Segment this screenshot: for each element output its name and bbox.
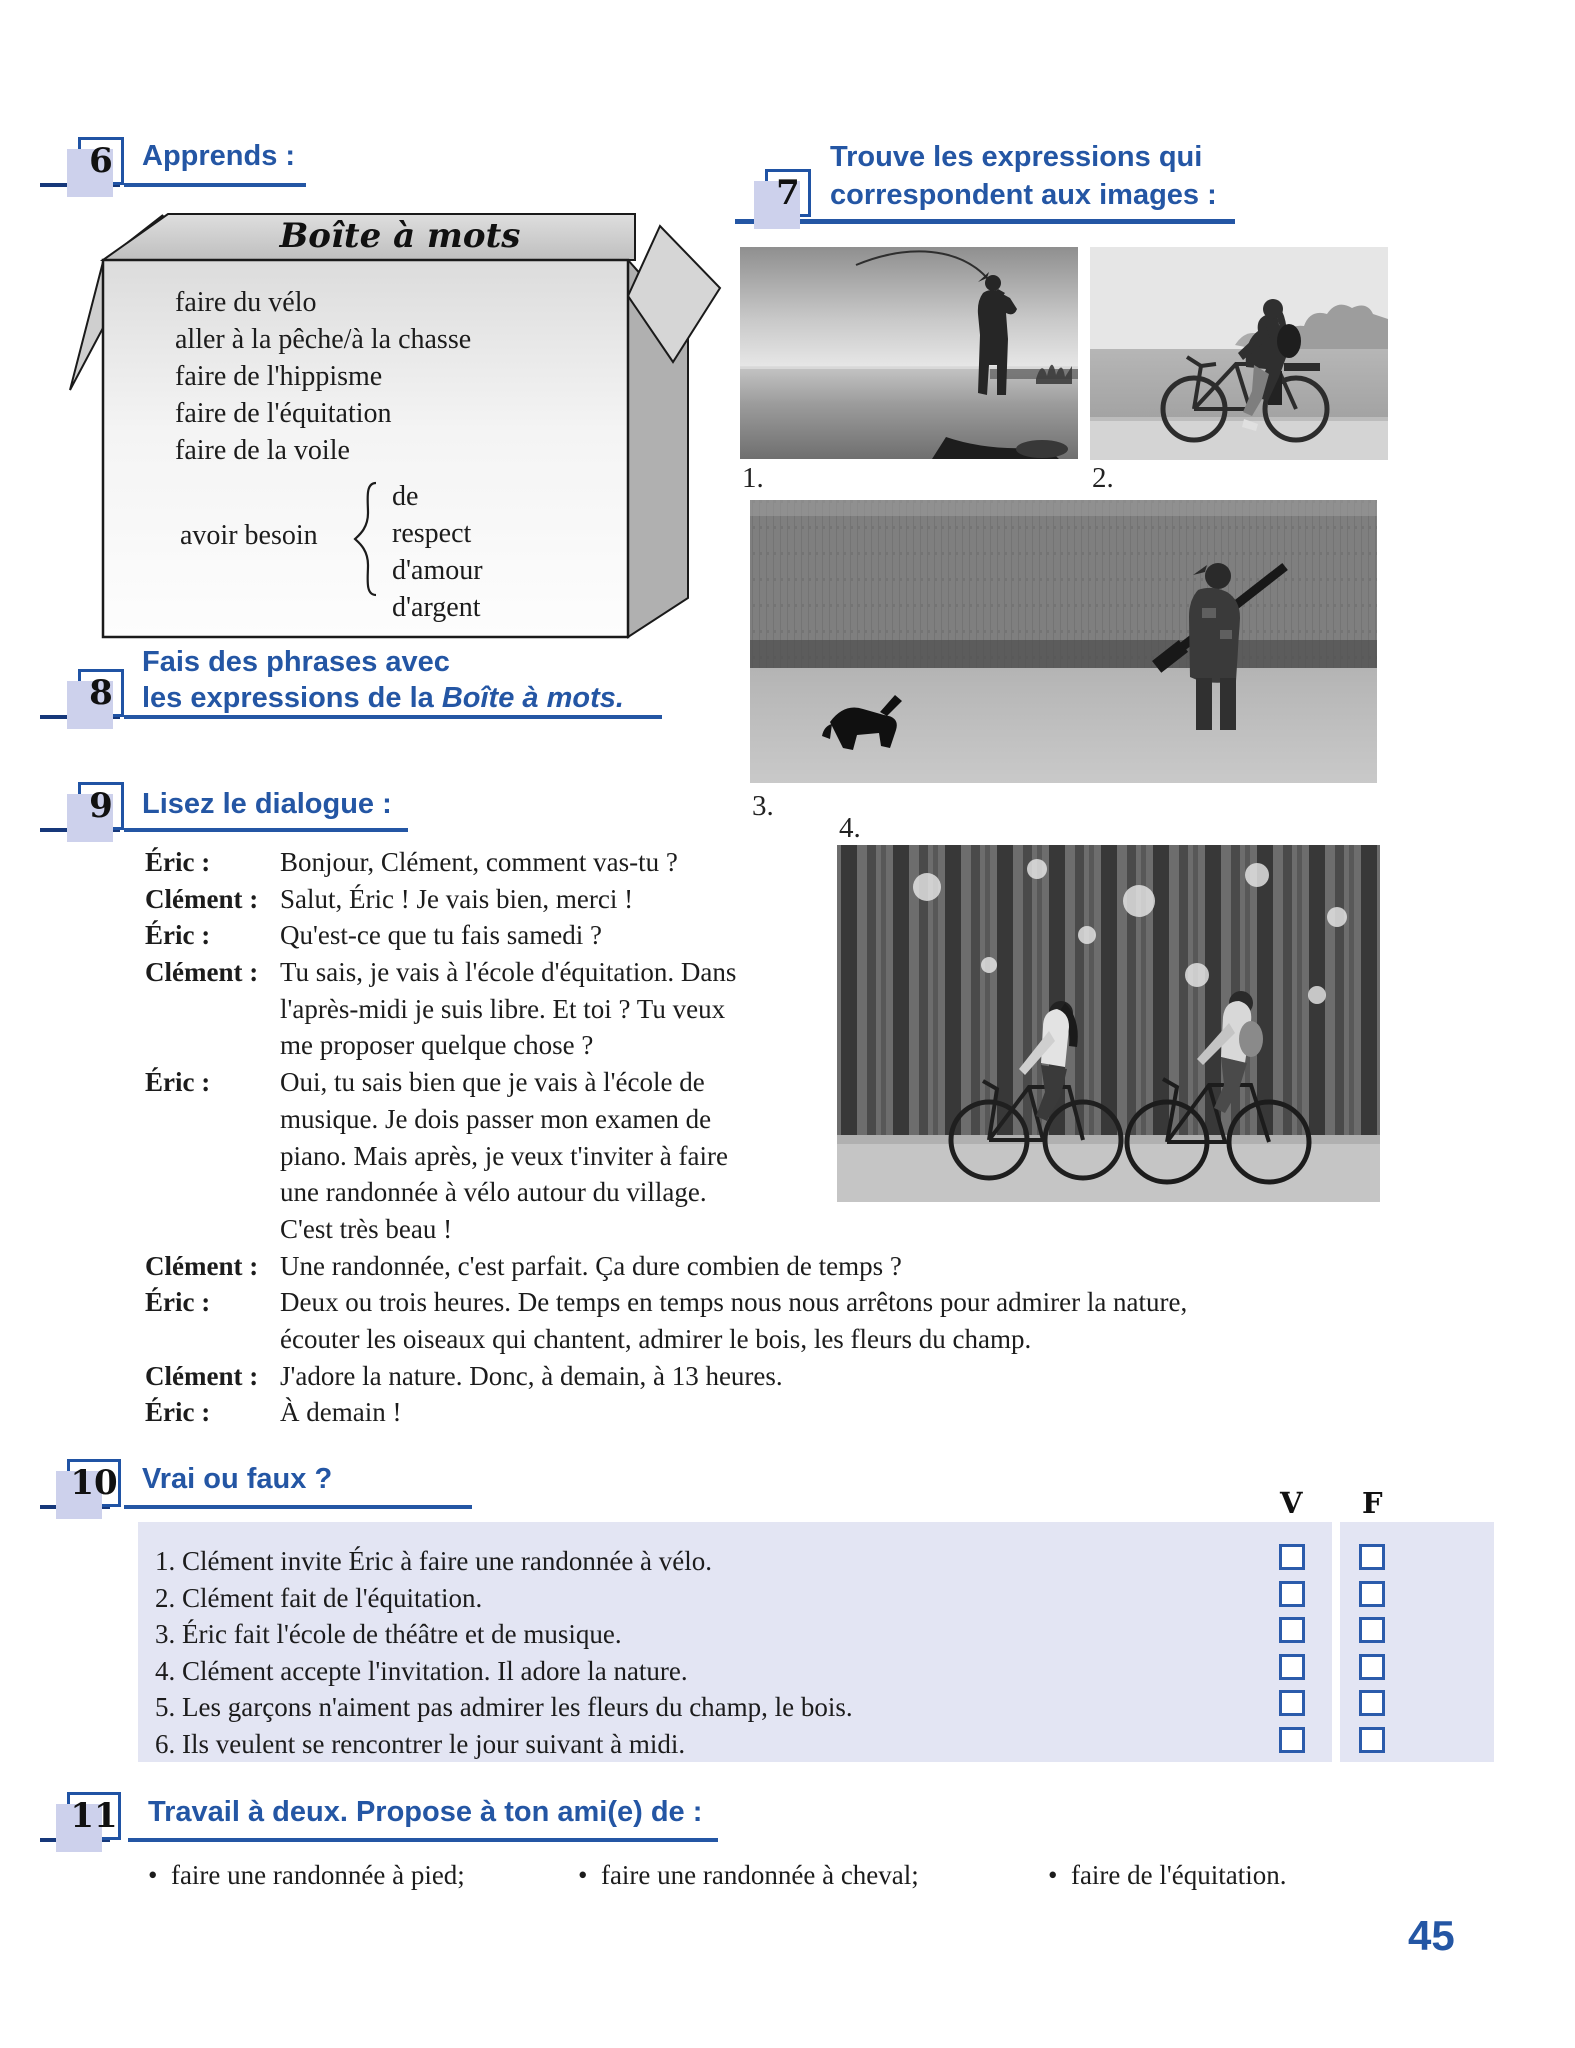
checkbox-f-6[interactable] (1359, 1727, 1385, 1753)
exercise-10-title: Vrai ou faux ? (142, 1463, 333, 1495)
dialogue-speaker (145, 1214, 280, 1251)
header-rule-6 (124, 183, 306, 187)
header-rule-10 (124, 1505, 472, 1509)
statement: 2. Clément fait de l'équitation. (155, 1582, 483, 1613)
dialogue-text: une randonnée à vélo autour du village. (280, 1177, 707, 1208)
dialogue-speaker: Clément : (145, 957, 259, 988)
checkbox-v-6[interactable] (1279, 1727, 1305, 1753)
exercise-8-title-italic: Boîte à mots. (441, 682, 624, 714)
dialogue-speaker (145, 1324, 280, 1361)
dialogue-row (145, 847, 1460, 884)
statement: 6. Ils veulent se rencontrer le jour suivant à midi. (155, 1728, 686, 1759)
dialogue-speaker: Éric : (145, 1397, 211, 1428)
exercise-7-number (765, 169, 811, 217)
dialogue-text: Une randonnée, c'est parfait. Ça dure combien de temps ? (280, 1250, 902, 1281)
need-option: d'amour (392, 555, 483, 586)
word-box-item: faire de l'hippisme (175, 361, 383, 392)
dialogue-speaker: Éric : (145, 920, 211, 951)
dialogue-row (145, 994, 1460, 1031)
dialogue-speaker (145, 1104, 280, 1141)
exercise-9-number-text: 9 (89, 786, 113, 826)
exercise-11-number (67, 1792, 121, 1840)
header-rule-11 (128, 1838, 718, 1842)
dialogue-row (145, 1287, 1460, 1324)
word-box-item: faire de la voile (175, 435, 350, 466)
column-header-faux: F (1362, 1486, 1383, 1520)
need-option: de respect (392, 481, 472, 549)
exercise-9-title: Lisez le dialogue : (142, 788, 392, 820)
dialogue-row (145, 1214, 1460, 1251)
dialogue-speaker (145, 1141, 280, 1178)
dialogue-text: Salut, Éric ! Je vais bien, merci ! (280, 883, 634, 914)
statement: 3. Éric fait l'école de théâtre et de musique. (155, 1619, 622, 1650)
exercise-7-title-line1: Trouve les expressions qui (830, 141, 1203, 173)
checkbox-v-2[interactable] (1279, 1581, 1305, 1607)
word-box-title: Boîte à mots (279, 216, 521, 256)
checkbox-v-4[interactable] (1279, 1654, 1305, 1680)
exercise-8-number-text: 8 (89, 673, 113, 713)
header-rule-7 (735, 219, 1235, 224)
dialogue-speaker: Clément : (145, 1250, 259, 1281)
checkbox-f-2[interactable] (1359, 1581, 1385, 1607)
page-number: 45 (1408, 1912, 1455, 1959)
exercise-11-number-text: 11 (70, 1796, 118, 1836)
exercise-6-number (78, 137, 124, 185)
exercise-7-title-line2: correspondent aux images : (830, 179, 1217, 211)
dialogue-speaker: Clément : (145, 1360, 259, 1391)
dialogue-row (145, 1141, 1460, 1178)
header-rule-8 (124, 715, 662, 719)
word-box-list (175, 284, 471, 469)
dialogue-text: l'après-midi je suis libre. Et toi ? Tu veux (280, 993, 726, 1024)
dialogue-text: musique. Je dois passer mon examen de (280, 1103, 712, 1134)
exercise-6-number-text: 6 (89, 141, 113, 181)
word-box-item: faire du vélo (175, 287, 317, 318)
dialogue-row (145, 920, 1460, 957)
photo-hunter (750, 500, 1377, 783)
photo-1-label: 1. (742, 462, 764, 494)
dialogue-row (145, 957, 1460, 994)
avoir-besoin-options (392, 478, 483, 626)
column-header-vrai: V (1280, 1486, 1303, 1520)
word-box-item: faire de l'équitation (175, 398, 392, 429)
bullet-item: • faire une randonnée à cheval; (578, 1860, 919, 1891)
avoir-besoin-label: avoir besoin (180, 520, 318, 551)
dialogue-row (145, 884, 1460, 921)
statement: 5. Les garçons n'aiment pas admirer les fleurs du champ, le bois. (155, 1692, 853, 1723)
dialogue-text: Bonjour, Clément, comment vas-tu ? (280, 847, 678, 877)
bullet-item: • faire de l'équitation. (1048, 1860, 1286, 1891)
dialogue-text: Qu'est-ce que tu fais samedi ? (280, 920, 602, 951)
exercise-8-number (78, 669, 124, 717)
exercise-9-number (78, 782, 124, 830)
exercise-8-title-line2 (142, 682, 624, 715)
dialogue-speaker (145, 1030, 280, 1067)
checkbox-f-4[interactable] (1359, 1654, 1385, 1680)
photo-2-label: 2. (1092, 462, 1114, 494)
dialogue-speaker: Éric : (145, 1067, 211, 1098)
checkbox-v-5[interactable] (1279, 1690, 1305, 1716)
dialogue-text: me proposer quelque chose ? (280, 1030, 594, 1061)
checkbox-f-1[interactable] (1359, 1544, 1385, 1570)
bullet-item: • faire une randonnée à pied; (148, 1860, 465, 1891)
exercise-7-number-text: 7 (776, 173, 800, 213)
dialogue-row (145, 1067, 1460, 1104)
checkbox-v-1[interactable] (1279, 1544, 1305, 1570)
exercise-11-title: Travail à deux. Propose à ton ami(e) de : (148, 1796, 703, 1828)
dialogue-row (145, 1361, 1460, 1398)
header-rule-9 (124, 828, 408, 832)
dialogue-text: Oui, tu sais bien que je vais à l'école de (280, 1067, 705, 1098)
vrai-faux-statements (155, 1546, 853, 1766)
dialogue-row (145, 1251, 1460, 1288)
dialogue-text: écouter les oiseaux qui chantent, admirer le bois, les fleurs du champ. (280, 1323, 1032, 1354)
dialogue-text: C'est très beau ! (280, 1213, 453, 1244)
dialogue-row (145, 1324, 1460, 1361)
dialogue-speaker (145, 994, 280, 1031)
need-option: d'argent (392, 592, 481, 623)
dialogue-text: piano. Mais après, je veux t'inviter à faire (280, 1140, 728, 1171)
photo-4-label: 4. (839, 812, 861, 844)
dialogue-speaker: Éric : (145, 1287, 211, 1318)
word-box-item: aller à la pêche/à la chasse (175, 324, 472, 355)
dialogue-row (145, 1177, 1460, 1214)
dialogue-text: À demain ! (280, 1397, 402, 1428)
exercise-10-number (67, 1459, 121, 1507)
dialogue-speaker: Clément : (145, 883, 259, 914)
dialogue-row (145, 1104, 1460, 1141)
photo-cycling-woman (1090, 247, 1388, 460)
statement: 4. Clément accepte l'invitation. Il adore la nature. (155, 1655, 688, 1686)
dialogue-speaker: Éric : (145, 847, 211, 877)
checkbox-v-3[interactable] (1279, 1617, 1305, 1643)
dialogue-row (145, 1397, 1460, 1434)
exercise-8-title-plain: les expressions de la (142, 682, 442, 714)
dialogue-text: Deux ou trois heures. De temps en temps nous nous arrêtons pour admirer la nature, (280, 1287, 1188, 1318)
dialogue (145, 847, 1460, 1434)
exercise-10-number-text: 10 (70, 1463, 118, 1503)
exercise-6-title: Apprends : (142, 140, 296, 172)
dialogue-text: Tu sais, je vais à l'école d'équitation. Dans (280, 957, 737, 988)
checkbox-f-5[interactable] (1359, 1690, 1385, 1716)
dialogue-speaker (145, 1177, 280, 1214)
photo-fishing (740, 247, 1078, 459)
dialogue-text: J'adore la nature. Donc, à demain, à 13 heures. (280, 1360, 783, 1391)
dialogue-row (145, 1030, 1460, 1067)
curly-brace (352, 480, 382, 598)
exercise-8-title-line1: Fais des phrases avec (142, 646, 450, 678)
photo-3-label: 3. (752, 790, 774, 822)
checkbox-f-3[interactable] (1359, 1617, 1385, 1643)
statement: 1. Clément invite Éric à faire une randonnée à vélo. (155, 1546, 713, 1576)
